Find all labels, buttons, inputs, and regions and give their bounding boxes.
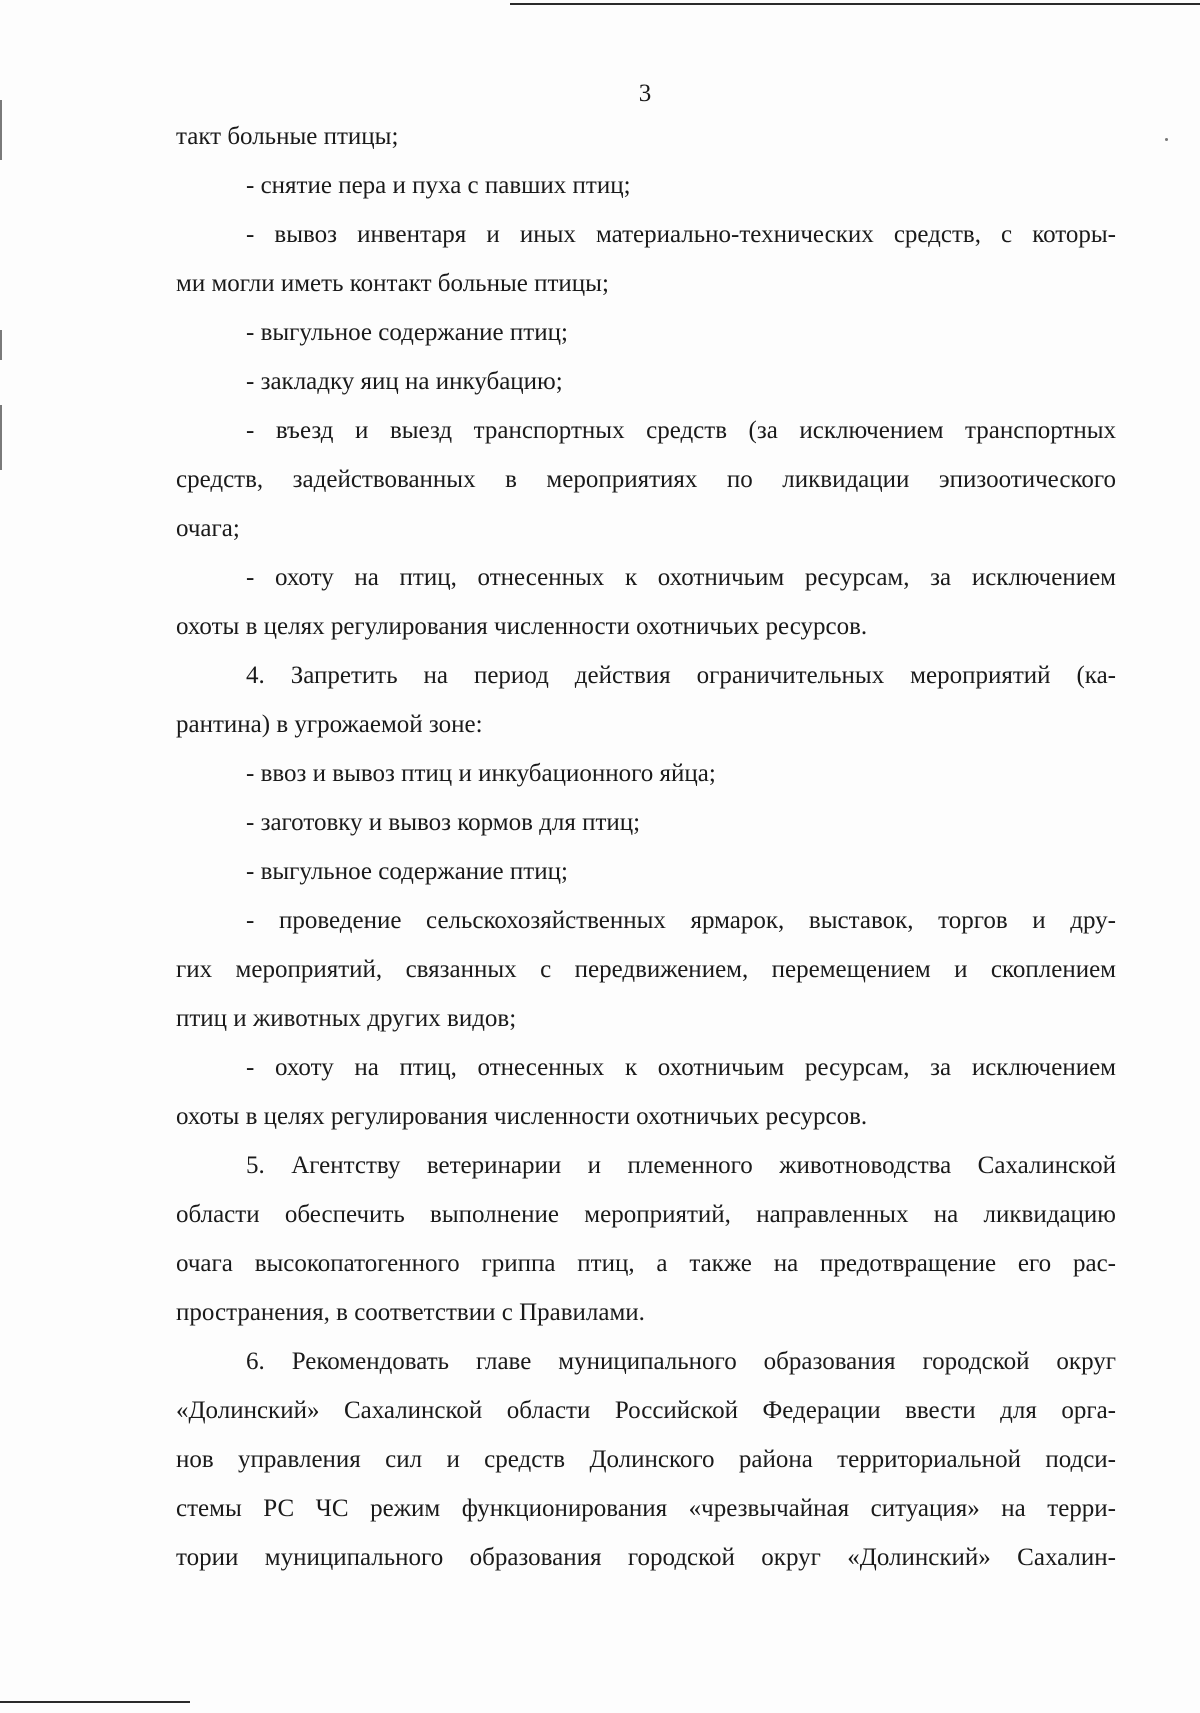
text-line: охоты в целях регулирования численности охотничьих ресурсов. bbox=[176, 1103, 868, 1130]
page-number: 3 bbox=[638, 80, 652, 107]
text-line: - выгульное содержание птиц; bbox=[246, 319, 568, 346]
text-line: - ввоз и вывоз птиц и инкубационного яйца; bbox=[246, 760, 716, 787]
text-line: области обеспечить выполнение мероприятий, направленных на ликвидацию bbox=[176, 1201, 1116, 1228]
text-line: такт больные птицы; bbox=[176, 123, 399, 150]
text-line: пространения, в соответствии с Правилами. bbox=[176, 1299, 645, 1326]
text-line: - закладку яиц на инкубацию; bbox=[246, 368, 563, 395]
text-line: рантина) в угрожаемой зоне: bbox=[176, 711, 483, 738]
text-line: тории муниципального образования городской округ «Долинский» Сахалин- bbox=[176, 1544, 1116, 1571]
text-line: гих мероприятий, связанных с передвижением, перемещением и скоплением bbox=[176, 956, 1116, 983]
text-line: ми могли иметь контакт больные птицы; bbox=[176, 270, 609, 297]
text-line: - охоту на птиц, отнесенных к охотничьим ресурсам, за исключением bbox=[246, 564, 1116, 591]
text-line: - снятие пера и пуха с павших птиц; bbox=[246, 172, 631, 199]
text-line: птиц и животных других видов; bbox=[176, 1005, 517, 1032]
text-line: 4. Запретить на период действия ограничительных мероприятий (ка- bbox=[246, 662, 1116, 689]
text-line: - заготовку и вывоз кормов для птиц; bbox=[246, 809, 641, 836]
text-line: - выгульное содержание птиц; bbox=[246, 858, 568, 885]
text-line: - охоту на птиц, отнесенных к охотничьим ресурсам, за исключением bbox=[246, 1054, 1116, 1081]
text-line: 6. Рекомендовать главе муниципального образования городской округ bbox=[246, 1348, 1116, 1375]
text-line: нов управления сил и средств Долинского района территориальной подси- bbox=[176, 1446, 1116, 1473]
text-line: стемы РС ЧС режим функционирования «чрезвычайная ситуация» на терри- bbox=[176, 1495, 1116, 1522]
left-edge-mark bbox=[0, 330, 2, 360]
top-edge-rule bbox=[510, 3, 1200, 5]
text-line: - вывоз инвентаря и иных материально-технических средств, с которы- bbox=[246, 221, 1116, 248]
text-line: - въезд и выезд транспортных средств (за исключением транспортных bbox=[246, 417, 1116, 444]
text-line: 5. Агентству ветеринарии и племенного животноводства Сахалинской bbox=[246, 1152, 1116, 1179]
left-edge-mark bbox=[0, 405, 2, 470]
scan-speck bbox=[1165, 138, 1168, 141]
text-line: охоты в целях регулирования численности охотничьих ресурсов. bbox=[176, 613, 868, 640]
text-line: средств, задействованных в мероприятиях по ликвидации эпизоотического bbox=[176, 466, 1116, 493]
text-line: очага высокопатогенного гриппа птиц, а также на предотвращение его рас- bbox=[176, 1250, 1116, 1277]
bottom-edge-rule bbox=[0, 1701, 190, 1703]
text-line: «Долинский» Сахалинской области Российской Федерации ввести для орга- bbox=[176, 1397, 1116, 1424]
text-line: - проведение сельскохозяйственных ярмарок, выставок, торгов и дру- bbox=[246, 907, 1116, 934]
text-line: очага; bbox=[176, 515, 240, 542]
